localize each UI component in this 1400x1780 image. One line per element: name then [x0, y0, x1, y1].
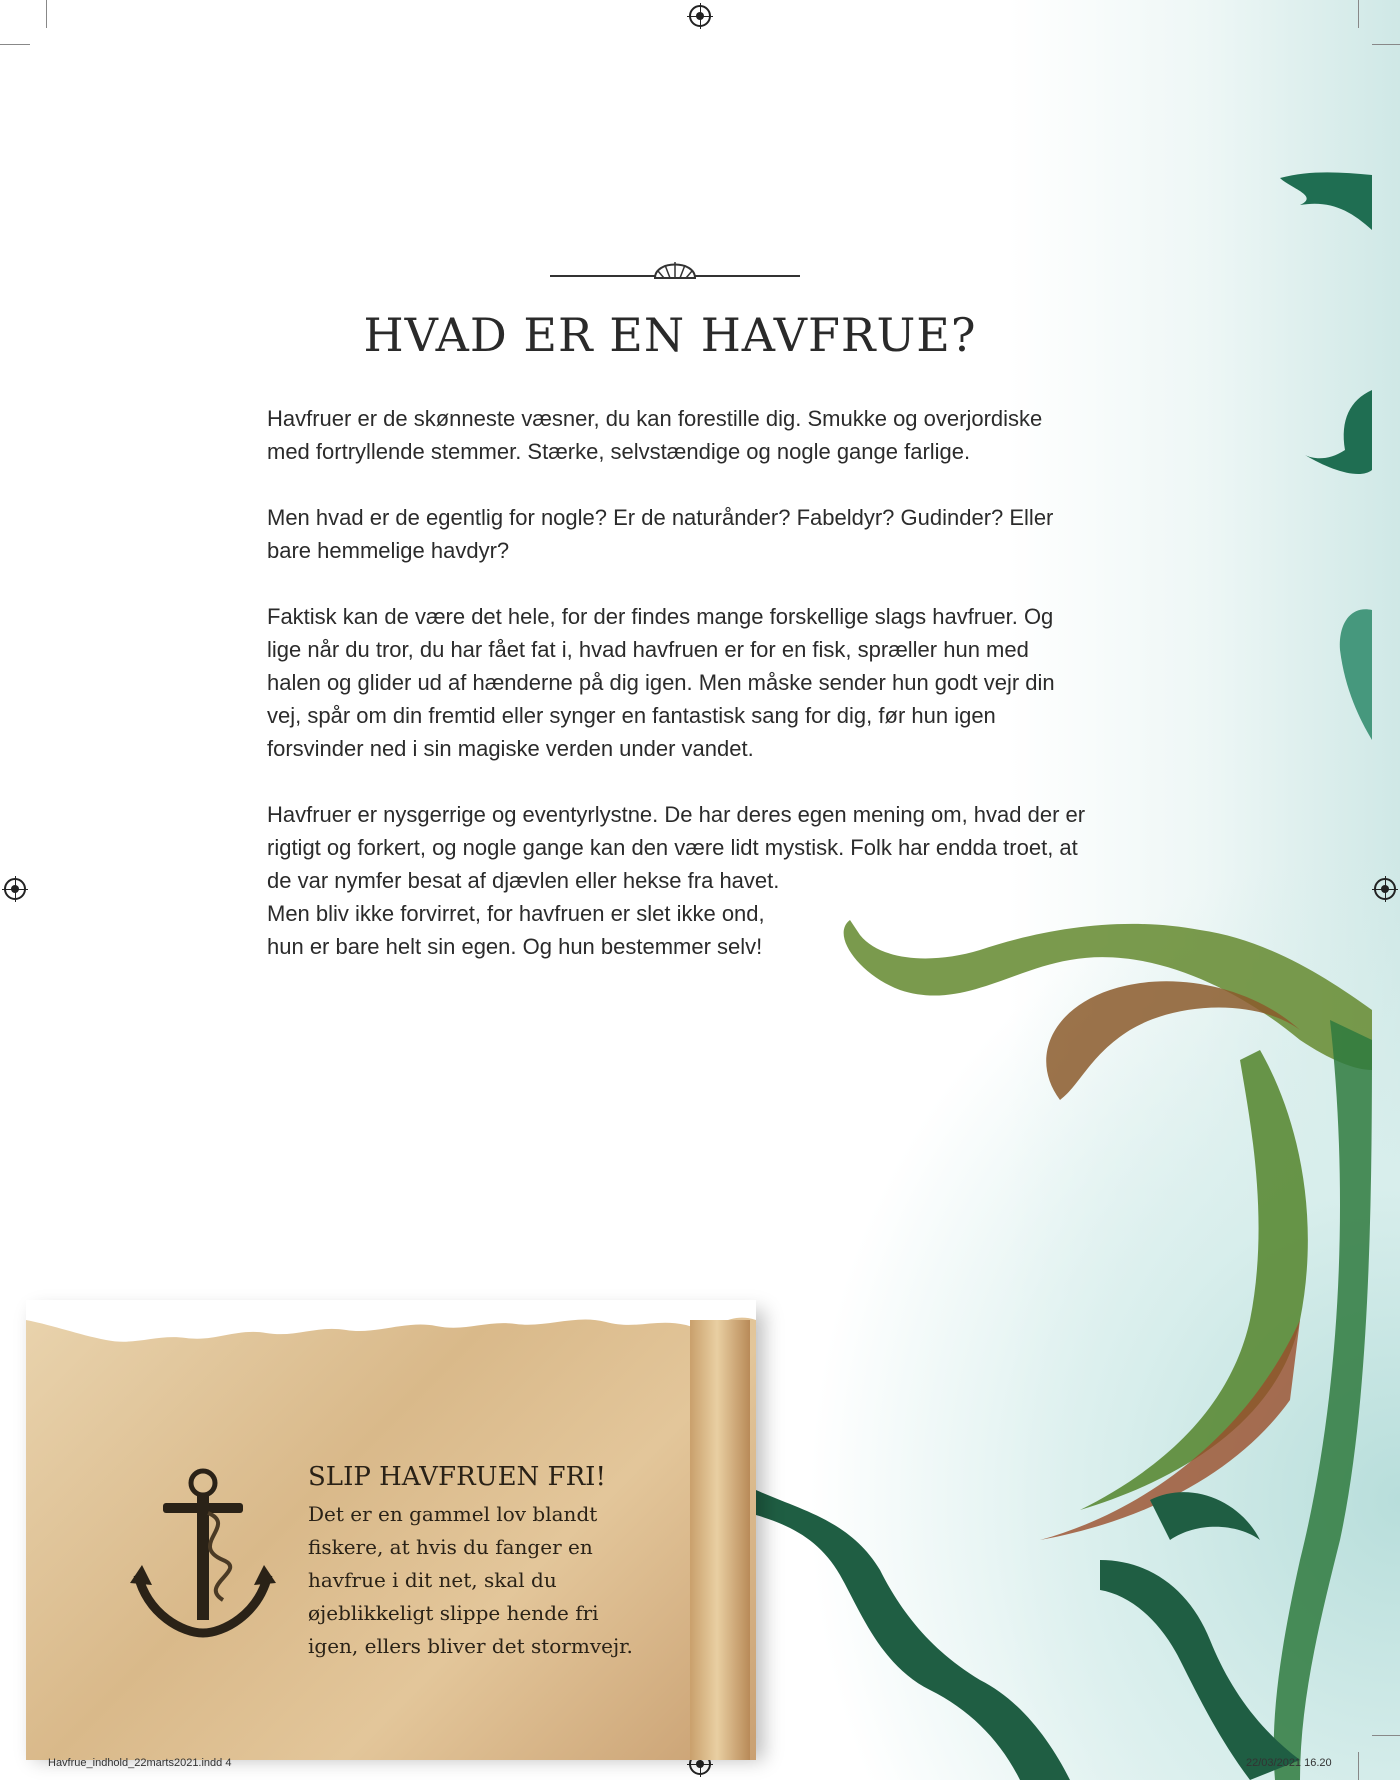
- paragraph: hun er bare helt sin egen. Og hun bestemmer selv!: [267, 934, 763, 959]
- box-line: øjeblikkeligt slippe hende fri: [308, 1601, 599, 1625]
- anchor-icon: [128, 1465, 278, 1645]
- box-line: fiskere, at hvis du fanger en: [308, 1535, 593, 1559]
- footer-slug: Havfrue_indhold_22marts2021.indd 4: [48, 1757, 232, 1769]
- paragraph: Havfruer er nysgerrige og eventyrlystne. De har deres egen mening om, hvad der er rigtigt og forkert, og nogle gange kan den være lidt mystisk. Folk har endda troet, at de var nymfer besat af djævlen eller hekse fra havet.: [267, 802, 1086, 893]
- paragraph: Havfruer er de skønneste væsner, du kan forestille dig. Smukke og overjordiske med fortryllende stemmer. Stærke, selvstændige og nogle gange farlige.: [267, 406, 1043, 464]
- box-line: igen, ellers bliver det stormvejr.: [308, 1634, 633, 1658]
- box-line: havfrue i dit net, skal du: [308, 1568, 557, 1592]
- paragraph: Men hvad er de egentlig for nogle? Er de naturånder? Fabeldyr? Gudinder? Eller bare hemmelige havdyr?: [267, 505, 1054, 563]
- torn-edge: [26, 1300, 756, 1370]
- footer-date: 22/03/2021 16.20: [1246, 1757, 1332, 1769]
- box-text: [308, 1498, 638, 1663]
- page-title: HVAD ER EN HAVFRUE?: [363, 308, 977, 362]
- scroll-roll: [690, 1320, 750, 1760]
- body-text: [267, 402, 1087, 963]
- shell-ornament-icon: [550, 248, 800, 284]
- box-line: Det er en gammel lov blandt: [308, 1502, 598, 1526]
- paragraph: Faktisk kan de være det hele, for der findes mange forskellige slags havfruer. Og lige når du tror, du har fået fat i, hvad havfruen er for en fisk, spræller hun med halen og glider ud af hænderne på dig igen. Men måske sender hun godt vejr din vej, spår om din fremtid eller synger en fantastisk sang for dig, før hun igen forsvinder ned i sin magiske verden under vandet.: [267, 604, 1055, 761]
- box-title: SLIP HAVFRUEN FRI!: [308, 1462, 606, 1492]
- paragraph: Men bliv ikke forvirret, for havfruen er slet ikke ond,: [267, 901, 765, 926]
